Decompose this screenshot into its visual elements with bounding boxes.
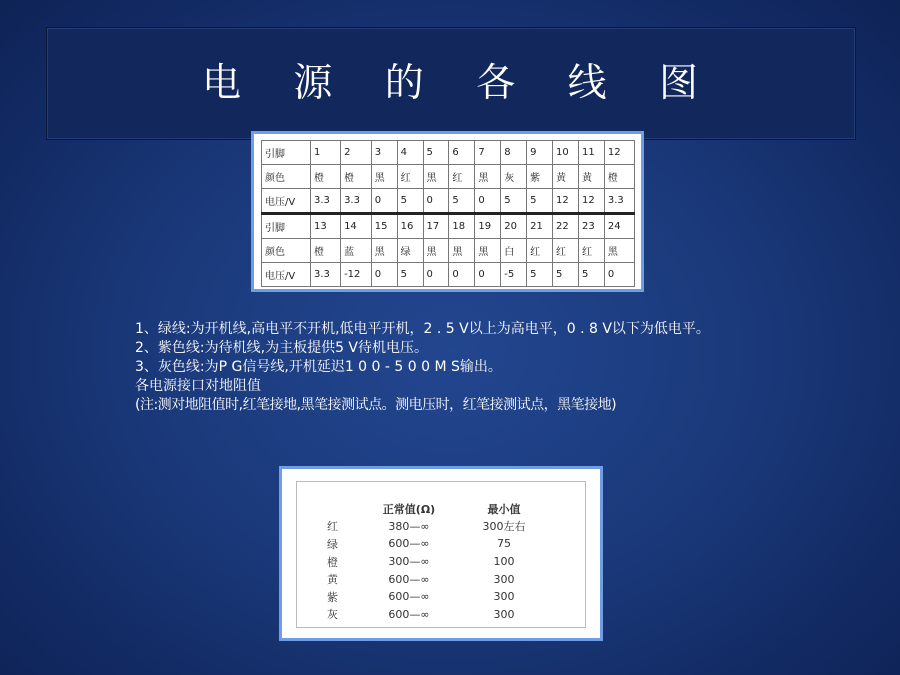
pin-table-cell: 白 — [501, 239, 527, 263]
resistance-min-value: 75 — [497, 537, 511, 551]
pin-table-cell: 12 — [553, 189, 579, 214]
pin-table-row — [262, 239, 635, 263]
resistance-row — [327, 588, 549, 606]
pin-row-header: 引脚 — [262, 214, 311, 239]
pin-table-cell: 24 — [604, 214, 634, 239]
pin-row-header: 引脚 — [262, 141, 311, 165]
resistance-header-min: 最小值 — [487, 502, 521, 516]
pin-table-cell: 红 — [527, 239, 553, 263]
resistance-wire-color: 红 — [327, 520, 338, 534]
resistance-table-panel — [296, 481, 586, 628]
resistance-header-normal: 正常值(Ω) — [382, 502, 436, 516]
pin-table-cell: 橙 — [341, 165, 372, 189]
pin-table-row — [262, 189, 635, 214]
pin-table-cell: 3.3 — [341, 189, 372, 214]
pin-table-cell: 0 — [371, 189, 397, 214]
pin-table-cell: 5 — [578, 263, 604, 287]
resistance-normal-value: 600—∞ — [388, 537, 430, 551]
pin-table-cell: 21 — [527, 214, 553, 239]
pin-table-cell: 11 — [578, 141, 604, 165]
pin-table-cell: 0 — [423, 263, 449, 287]
pin-table-cell: 10 — [553, 141, 579, 165]
note-purple-line: 2、紫色线:为待机线,为主板提供5 V待机电压。 — [135, 340, 429, 356]
resistance-min-value: 300 — [493, 607, 515, 621]
pin-table-cell: 5 — [397, 263, 423, 287]
notes — [135, 320, 795, 415]
resistance-normal-value: 600—∞ — [388, 607, 430, 621]
pin-row-header: 电压/V — [262, 263, 311, 287]
resistance-header-row — [327, 500, 549, 518]
pin-table-cell: 0 — [371, 263, 397, 287]
pin-table-cell: 3.3 — [604, 189, 634, 214]
resistance-header-color — [327, 500, 359, 518]
pin-table-cell: 0 — [475, 263, 501, 287]
pin-table-cell: 灰 — [501, 165, 527, 189]
pin-table-cell: 23 — [578, 214, 604, 239]
pin-table-cell: 3 — [371, 141, 397, 165]
note-measurement-hint: (注:测对地阻值时,红笔接地,黑笔接测试点。测电压时，红笔接测试点，黑笔接地) — [135, 397, 617, 413]
resistance-row — [327, 606, 549, 624]
resistance-row — [327, 570, 549, 588]
pin-table-cell: 黑 — [371, 165, 397, 189]
pin-table-cell: 15 — [371, 214, 397, 239]
pin-table-frame — [251, 131, 644, 292]
pin-table-cell: -12 — [341, 263, 372, 287]
pin-row-header: 颜色 — [262, 239, 311, 263]
pin-table-cell: 7 — [475, 141, 501, 165]
pin-table-cell: 12 — [604, 141, 634, 165]
pin-table-cell: 17 — [423, 214, 449, 239]
pin-table-cell: 0 — [449, 263, 475, 287]
pin-table-cell: 黑 — [604, 239, 634, 263]
pin-table-cell: 12 — [578, 189, 604, 214]
pin-table-cell: 13 — [311, 214, 341, 239]
pin-table-cell: 5 — [423, 141, 449, 165]
pin-table-cell: 黑 — [423, 165, 449, 189]
pin-table-cell: 9 — [527, 141, 553, 165]
note-green-line: 1、绿线:为开机线,高电平不开机,低电平开机，2 . 5 V以上为高电平，0 . 8 V以下为低电平。 — [135, 321, 710, 337]
resistance-min-value: 300左右 — [482, 520, 526, 534]
pin-table-cell: 3.3 — [311, 263, 341, 287]
pin-table-cell: 3.3 — [311, 189, 341, 214]
pin-table-cell: 黄 — [578, 165, 604, 189]
pin-table-cell: 绿 — [397, 239, 423, 263]
resistance-min-value: 300 — [493, 572, 515, 586]
pin-table-cell: 14 — [341, 214, 372, 239]
pin-table-cell: 黄 — [553, 165, 579, 189]
resistance-row — [327, 535, 549, 553]
resistance-wire-color: 紫 — [327, 590, 338, 604]
resistance-wire-color: 灰 — [327, 608, 338, 622]
pin-table-cell: 红 — [397, 165, 423, 189]
pin-table-cell: 红 — [578, 239, 604, 263]
pin-table-row — [262, 165, 635, 189]
pin-table-row — [262, 263, 635, 287]
pin-table-cell: 红 — [553, 239, 579, 263]
pin-table-cell: 5 — [553, 263, 579, 287]
pin-table-cell: 5 — [527, 189, 553, 214]
pin-table-cell: 20 — [501, 214, 527, 239]
pin-row-header: 电压/V — [262, 189, 311, 214]
pin-table-cell: 2 — [341, 141, 372, 165]
pin-table-cell: 5 — [397, 189, 423, 214]
pin-table-cell: 橙 — [311, 239, 341, 263]
pin-table-cell: 1 — [311, 141, 341, 165]
pin-table-cell: 橙 — [604, 165, 634, 189]
pin-table-cell: 0 — [423, 189, 449, 214]
resistance-wire-color: 橙 — [327, 555, 338, 569]
pin-table-cell: 红 — [449, 165, 475, 189]
resistance-table-frame — [279, 466, 603, 641]
pin-table-cell: 黑 — [475, 239, 501, 263]
pin-table-cell: 蓝 — [341, 239, 372, 263]
resistance-normal-value: 600—∞ — [388, 590, 430, 604]
note-gray-line: 3、灰色线:为P G信号线,开机延迟1 0 0 - 5 0 0 M S输出。 — [135, 359, 502, 375]
resistance-row — [327, 553, 549, 571]
pin-table-row — [262, 141, 635, 165]
pin-table-cell: 5 — [501, 189, 527, 214]
pin-table-cell: 5 — [449, 189, 475, 214]
pin-table-cell: 0 — [475, 189, 501, 214]
pin-table-cell: 紫 — [527, 165, 553, 189]
pin-table-cell: 8 — [501, 141, 527, 165]
pin-table-cell: -5 — [501, 263, 527, 287]
pin-table-cell: 黑 — [423, 239, 449, 263]
resistance-normal-value: 300—∞ — [388, 555, 430, 569]
resistance-row — [327, 518, 549, 536]
pin-table-cell: 黑 — [449, 239, 475, 263]
resistance-normal-value: 380—∞ — [388, 519, 430, 533]
resistance-wire-color: 绿 — [327, 537, 338, 551]
pin-table-cell: 4 — [397, 141, 423, 165]
resistance-table — [327, 500, 549, 623]
pin-row-header: 颜色 — [262, 165, 311, 189]
slide-title: 电 源 的 各 线 图 — [202, 61, 718, 106]
pin-table-cell: 22 — [553, 214, 579, 239]
pin-table-cell: 18 — [449, 214, 475, 239]
pin-table-cell: 16 — [397, 214, 423, 239]
pin-table-cell: 6 — [449, 141, 475, 165]
note-resistance-heading: 各电源接口对地阻值 — [135, 378, 261, 394]
pin-table-row — [262, 214, 635, 239]
pin-table-cell: 橙 — [311, 165, 341, 189]
resistance-wire-color: 黄 — [327, 573, 338, 587]
pin-table — [261, 140, 635, 287]
pin-table-cell: 19 — [475, 214, 501, 239]
resistance-min-value: 100 — [493, 555, 515, 569]
pin-table-cell: 5 — [527, 263, 553, 287]
resistance-normal-value: 600—∞ — [388, 572, 430, 586]
resistance-min-value: 300 — [493, 590, 515, 604]
pin-table-cell: 黑 — [475, 165, 501, 189]
pin-table-cell: 黑 — [371, 239, 397, 263]
pin-table-cell: 0 — [604, 263, 634, 287]
